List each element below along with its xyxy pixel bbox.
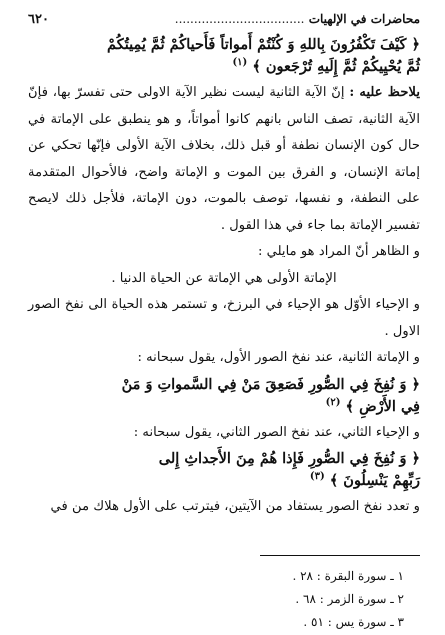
observation-paragraph xyxy=(28,80,420,239)
footnotes xyxy=(292,565,404,634)
verse-text: ثُمَّ يُحْيِيكُمْ ثُمَّ إِلَيهِ تُرْجَعون ﴾ xyxy=(252,58,420,75)
quran-verse-1 xyxy=(28,34,420,78)
closing-paragraph: و تعدد نفخ الصور يستفاد من الآيتين، فيترتب على الأول هلاك من في xyxy=(50,499,420,514)
verse-line-end xyxy=(28,470,420,492)
page-number: ٦٢٠ xyxy=(28,12,49,27)
verse-line: ﴿ كَيْفَ تَكْفُرُونَ بِاللهِ وَ كُنْتُمْ أَمواتاً فَأَحياكُمْ ثُمَّ يُمِيتُكُمْ xyxy=(107,36,420,53)
footnote-2: ٢ ـ سورة الزمر : ٦٨ . xyxy=(295,592,404,606)
observation-lead: يلاحظ عليه : xyxy=(349,85,421,100)
first-death-line: الإماتة الأولى هي الإماتة عن الحياة الدنيا . xyxy=(111,270,337,286)
running-title xyxy=(175,12,420,26)
quran-verse-3 xyxy=(28,448,420,492)
verse-line-end xyxy=(28,56,420,78)
footnote-1: ١ ـ سورة البقرة : ٢٨ . xyxy=(292,569,404,583)
observation-text: إنّ الآية الثانية ليست نظير الآية الاولى حتى تفسرّ بها، فإنّ الآية الثانية، تصف الناس بانهم كانوا أمواتاً، و هو ينطبق على الإماتة في حال كون الإنسان نطفة أو قبل ذلك، بخلاف الآية الأولى فإنّها تحكي عن إماتة الإنسان، و الفرق بين الموت و الإماتة واضح، فالأحوال المتقدمة على النطفة، و نفسها، توصف بالموت، دون الإماتة، فلأجل ذلك لايصح تفسير الإماتة بما جاء في هذا القول . xyxy=(28,85,420,233)
footnote-ref-1: (١) xyxy=(232,57,248,69)
footnote-ref-2: (٢) xyxy=(325,396,341,408)
first-revival-paragraph: و الإحياء الأوّل هو الإحياء في البرزخ، و تستمر هذه الحياة الى نفخ الصور الاول . xyxy=(28,297,420,339)
header-dots: .................................. xyxy=(174,12,305,26)
footnote-ref-3: (٣) xyxy=(309,471,325,483)
second-death-intro: و الإماتة الثانية، عند نفخ الصور الأول، يقول سبحانه : xyxy=(137,350,420,365)
second-revival-intro: و الإحياء الثاني، عند نفخ الصور الثاني، يقول سبحانه : xyxy=(133,424,420,440)
verse-line-end xyxy=(28,396,420,418)
footnote-separator xyxy=(260,555,420,556)
running-title-text: محاضرات في الإلهيات xyxy=(308,12,420,26)
verse-line: ﴿ وَ نُفِخَ فِي الصُّورِ فَصَعِقَ مَنْ فِي السَّمواتِ وَ مَنْ xyxy=(121,375,420,393)
book-page xyxy=(28,12,421,629)
apparent-meaning-line: و الظاهر أنّ المراد هو مايلي : xyxy=(257,244,420,259)
verse-line: ﴿ وَ نُفِخَ فِي الصُّورِ فَإِذا هُمْ مِنَ الأَجداثِ إِلى xyxy=(158,450,420,467)
quran-verse-2 xyxy=(28,374,420,418)
verse-text: فِي الأَرْضِ ﴾ xyxy=(345,397,420,415)
page-header xyxy=(28,12,420,28)
verse-text: رَبِّهِمْ يَنْسِلُونَ ﴾ xyxy=(329,472,420,489)
footnote-3: ٣ ـ سورة يس : ٥١ . xyxy=(303,615,404,629)
